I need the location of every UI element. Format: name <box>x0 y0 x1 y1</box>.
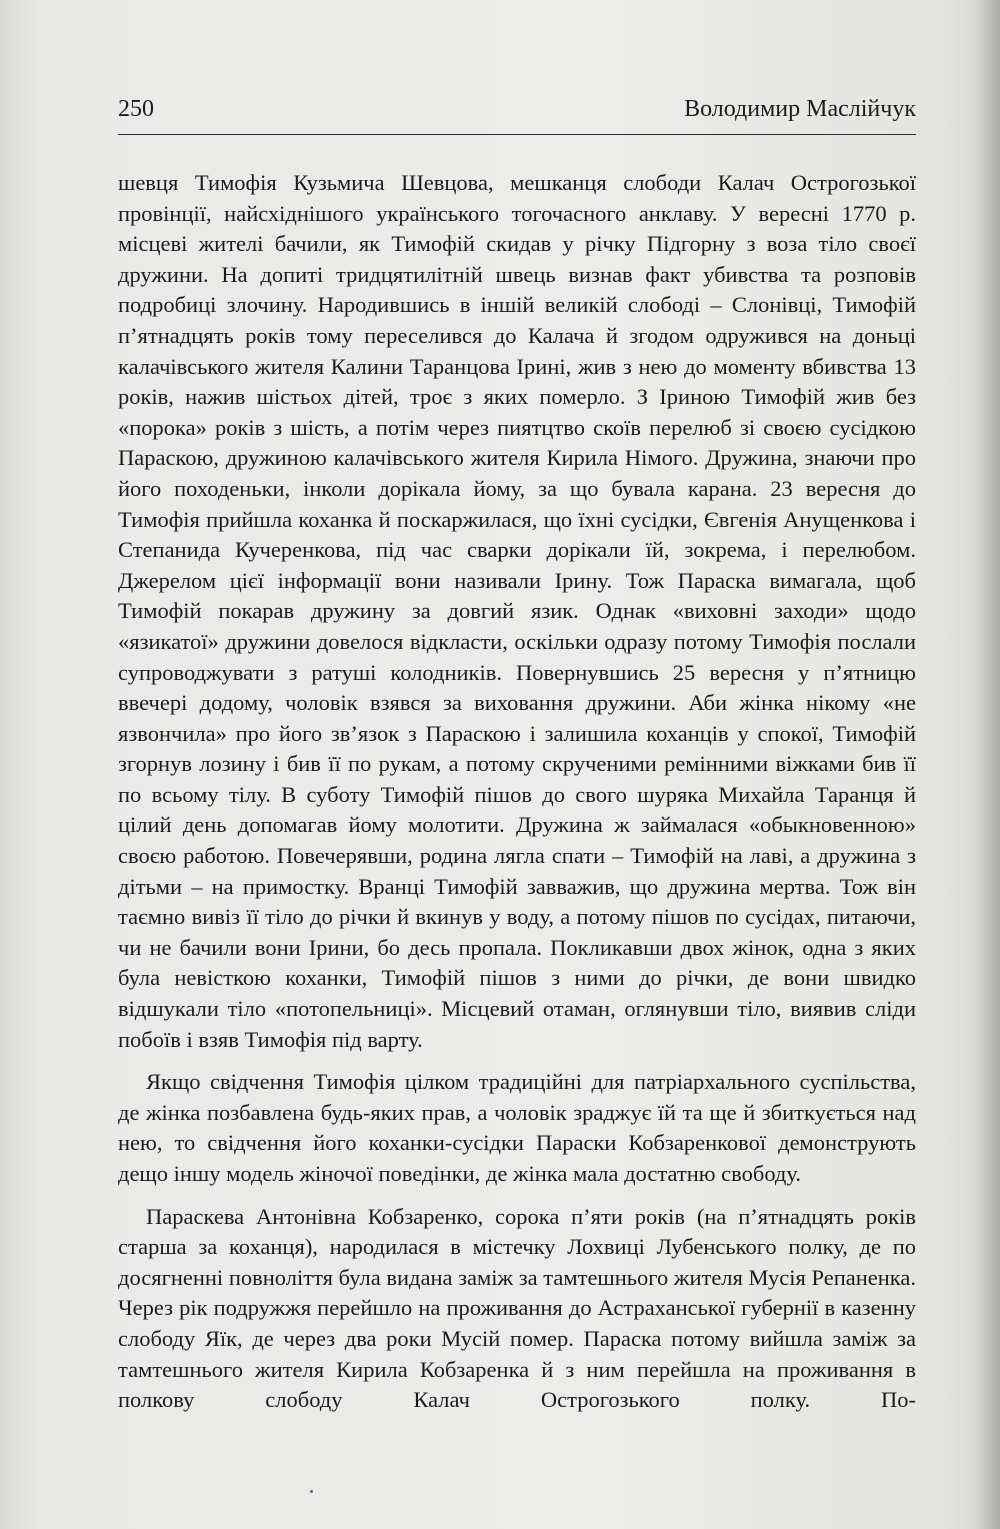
paragraph-3: Параскева Антонівна Кобзаренко, сорока п’яти років (на п’ятнадцять років старша за коханця), народилася в містечку Лохвиці Лубенського полку, де по досягненні повноліття була видана заміж за тамтешнього жителя Мусія Репаненка. Через рік подружжя перейшло на проживання до Астраханської губернії в казенну слободу Яїк, де через два роки Мусій помер. Параска потому вийшла заміж за тамтешнього жителя Кирила Кобзаренка й з ним перейшла на проживання в полкову слободу Калач Острогозького полку. По- <box>118 1203 916 1413</box>
paragraph-1: шевця Тимофія Кузьмича Шевцова, мешканця слободи Калач Острогозької провінції, найсхіднішого українського тогочасного анклаву. У вересні 1770 р. місцеві жителі бачили, як Тимофій скидав у річку Підгорну з воза тіло своєї дружини. На допиті тридцятилітній швець визнав факт убивства та розповів подробиці злочину. Народившись в іншій великій слободі – Слонівці, Тимофій п’ятнадцять років тому переселився до Калача й згодом одружився на доньці калачівського жителя Калини Таранцова Ірині, жив з нею до моменту вбивства 13 років, нажив шістьох дітей, троє з яких померло. З Іриною Тимофій жив без «порока» років з шість, а потім через пиятцтво скоїв перелюб зі своєю сусідкою Параскою, дружиною калачівського жителя Кирила Німого. Дружина, знаючи про його походеньки, інколи дорікала йому, за що бувала карана. 23 вересня до Тимофія прийшла коханка й поскаржилася, що їхні сусідки, Євгенія Анущенкова і Степанида Кучеренкова, під час сварки дорікали їй, зокрема, і перелюбом. Джерелом цієї інформації вони називали Ірину. Тож Параска вимагала, щоб Тимофій покарав дружину за довгий язик. Однак «виховні заходи» щодо «язикатої» дружини довелося відкласти, оскільки одразу потому Тимофія послали супроводжувати з ратуші колодників. Повернувшись 25 вересня у п’ятницю ввечері додому, чоловік взявся за виховання дружини. Аби жінка нікому «не язвончила» про його зв’язок з Параскою і залишила коханців у спокої, Тимофій згорнув лозину і бив її по рукам, а потому скрученими ремінними віжками бив її по всьому тілу. В суботу Тимофій пішов до свого шуряка Михайла Таранця й цілий день допомагав йому молотити. Дружина ж займалася «обыкновенною» своєю работою. Повечерявши, родина лягла спати – Тимофій на лаві, а дружина з дітьми – на примостку. Вранці Тимофій завважив, що дружина мертва. Тож він таємно вивіз її тіло до річки й вкинув у воду, а потому пішов по сусідах, питаючи, чи не бачили вони Ірини, бо десь пропала. Покликавши двох жінок, одна з яких була невісткою коханки, Тимофій пішов з ними до річки, де вони швидко відшукали тіло «потопельниці». Місцевий отаман, оглянувши тіло, виявив сліди побоїв і взяв Тимофія під варту. <box>118 170 916 1052</box>
page-edge-shadow <box>974 0 1000 1529</box>
paragraph-2: Якщо свідчення Тимофія цілком традиційні для патріархального суспільства, де жінка позбавлена будь-яких прав, а чоловік зраджує їй та ще й збиткується над нею, то свідчення його коханки-сусідки Параски Кобзаренкової демонструють дещо іншу модель жіночої поведінки, де жінка мала достатню свободу. <box>118 1069 916 1186</box>
page-number: 250 <box>118 96 154 122</box>
running-head-author: Володимир Маслійчук <box>684 96 916 122</box>
print-speck <box>310 1490 313 1493</box>
body-text <box>118 168 916 1416</box>
page-header <box>118 92 916 135</box>
